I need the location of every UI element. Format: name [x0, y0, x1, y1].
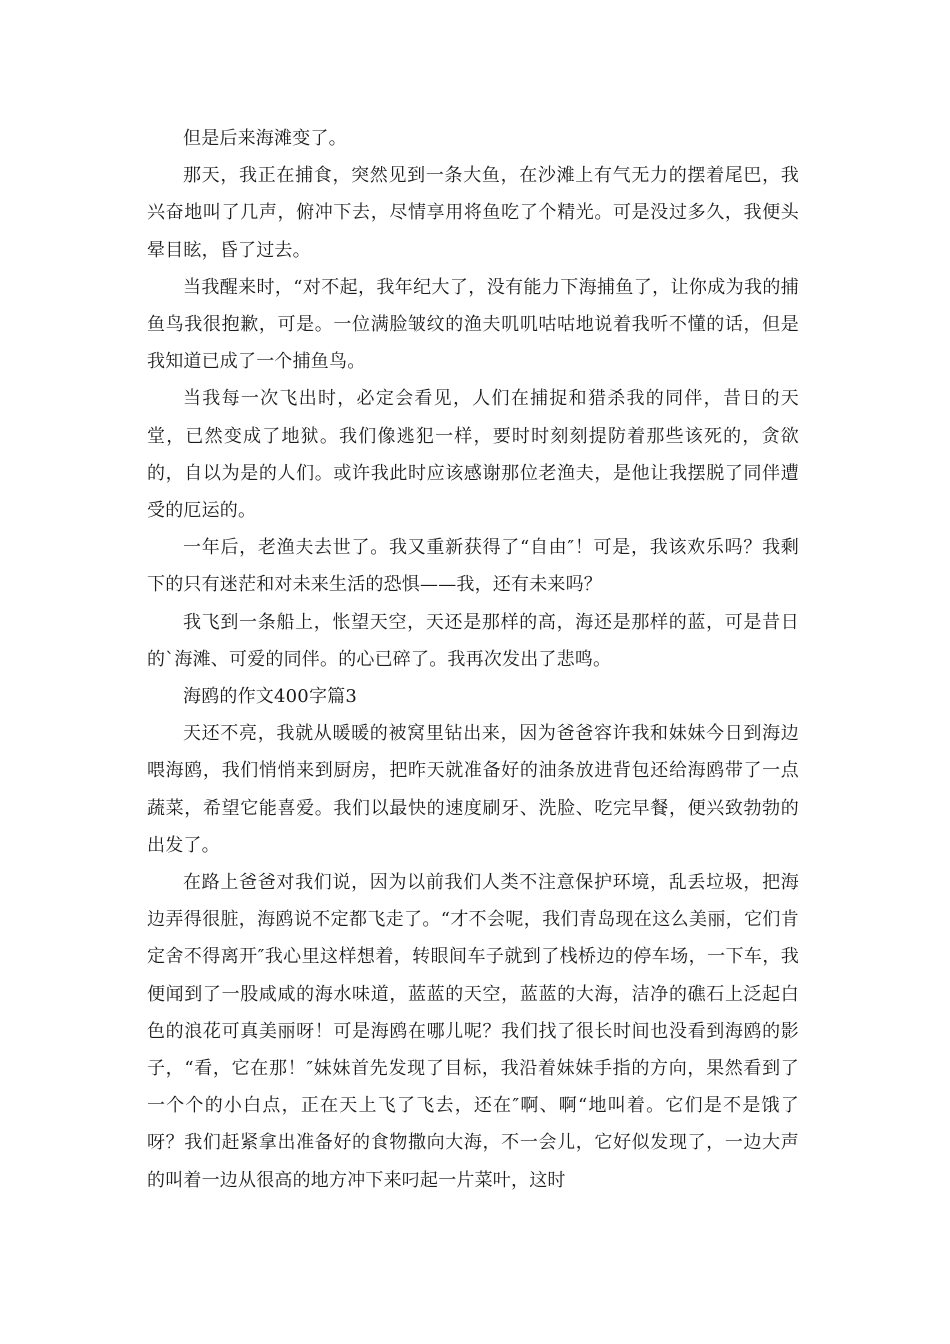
section-heading: 海鸥的作文400字篇3: [183, 686, 358, 708]
paragraph: 我飞到一条船上，怅望天空，天还是那样的高，海还是那样的蓝，可是昔日的`海滩、可爱的同伴。的心已碎了。我再次发出了悲鸣。: [147, 611, 799, 670]
paragraph: 一年后，老渔夫去世了。我又重新获得了“自由″！可是，我该欢乐吗？我剩下的只有迷茫和对未来生活的恐惧——我，还有未来吗？: [147, 537, 799, 596]
document-body: [147, 120, 799, 1199]
paragraph: 在路上爸爸对我们说，因为以前我们人类不注意保护环境，乱丢垃圾，把海边弄得很脏，海鸥说不定都飞走了。“才不会呢，我们青岛现在这么美丽，它们肯定舍不得离开″我心里这样想着，转眼间车子就到了栈桥边的停车场，一下车，我便闻到了一股咸咸的海水味道，蓝蓝的天空，蓝蓝的大海，洁净的礁石上泛起白色的浪花可真美丽呀！可是海鸥在哪儿呢？我们找了很长时间也没看到海鸥的影子，“看，它在那！″妹妹首先发现了目标，我沿着妹妹手指的方向，果然看到了一个个的小白点，正在天上飞了飞去，还在″啊、啊“地叫着。它们是不是饿了呀？我们赶紧拿出准备好的食物撒向大海，不一会儿，它好似发现了，一边大声的叫着一边从很高的地方冲下来叼起一片菜叶，这时: [147, 872, 799, 1191]
paragraph: 天还不亮，我就从暖暖的被窝里钻出来，因为爸爸容许我和妹妹今日到海边喂海鸥，我们悄悄来到厨房，把昨天就准备好的油条放进背包还给海鸥带了一点蔬菜，希望它能喜爱。我们以最快的速度刷牙、洗脸、吃完早餐，便兴致勃勃的出发了。: [147, 723, 799, 856]
paragraph: 那天，我正在捕食，突然见到一条大鱼，在沙滩上有气无力的摆着尾巴，我兴奋地叫了几声，俯冲下去，尽情享用将鱼吃了个精光。可是没过多久，我便头晕目眩，昏了过去。: [147, 165, 799, 261]
paragraph: 当我醒来时，“对不起，我年纪大了，没有能力下海捕鱼了，让你成为我的捕鱼鸟我很抱歉，可是。一位满脸皱纹的渔夫叽叽咕咕地说着我听不懂的话，但是我知道已成了一个捕鱼鸟。: [147, 276, 799, 373]
paragraph: 但是后来海滩变了。: [183, 128, 347, 149]
paragraph: 当我每一次飞出时，必定会看见，人们在捕捉和猎杀我的同伴，昔日的天堂，已然变成了地狱。我们像逃犯一样，要时时刻刻提防着那些该死的，贪欲的，自以为是的人们。或许我此时应该感谢那位老渔夫，是他让我摆脱了同伴遭受的厄运的。: [147, 388, 799, 522]
